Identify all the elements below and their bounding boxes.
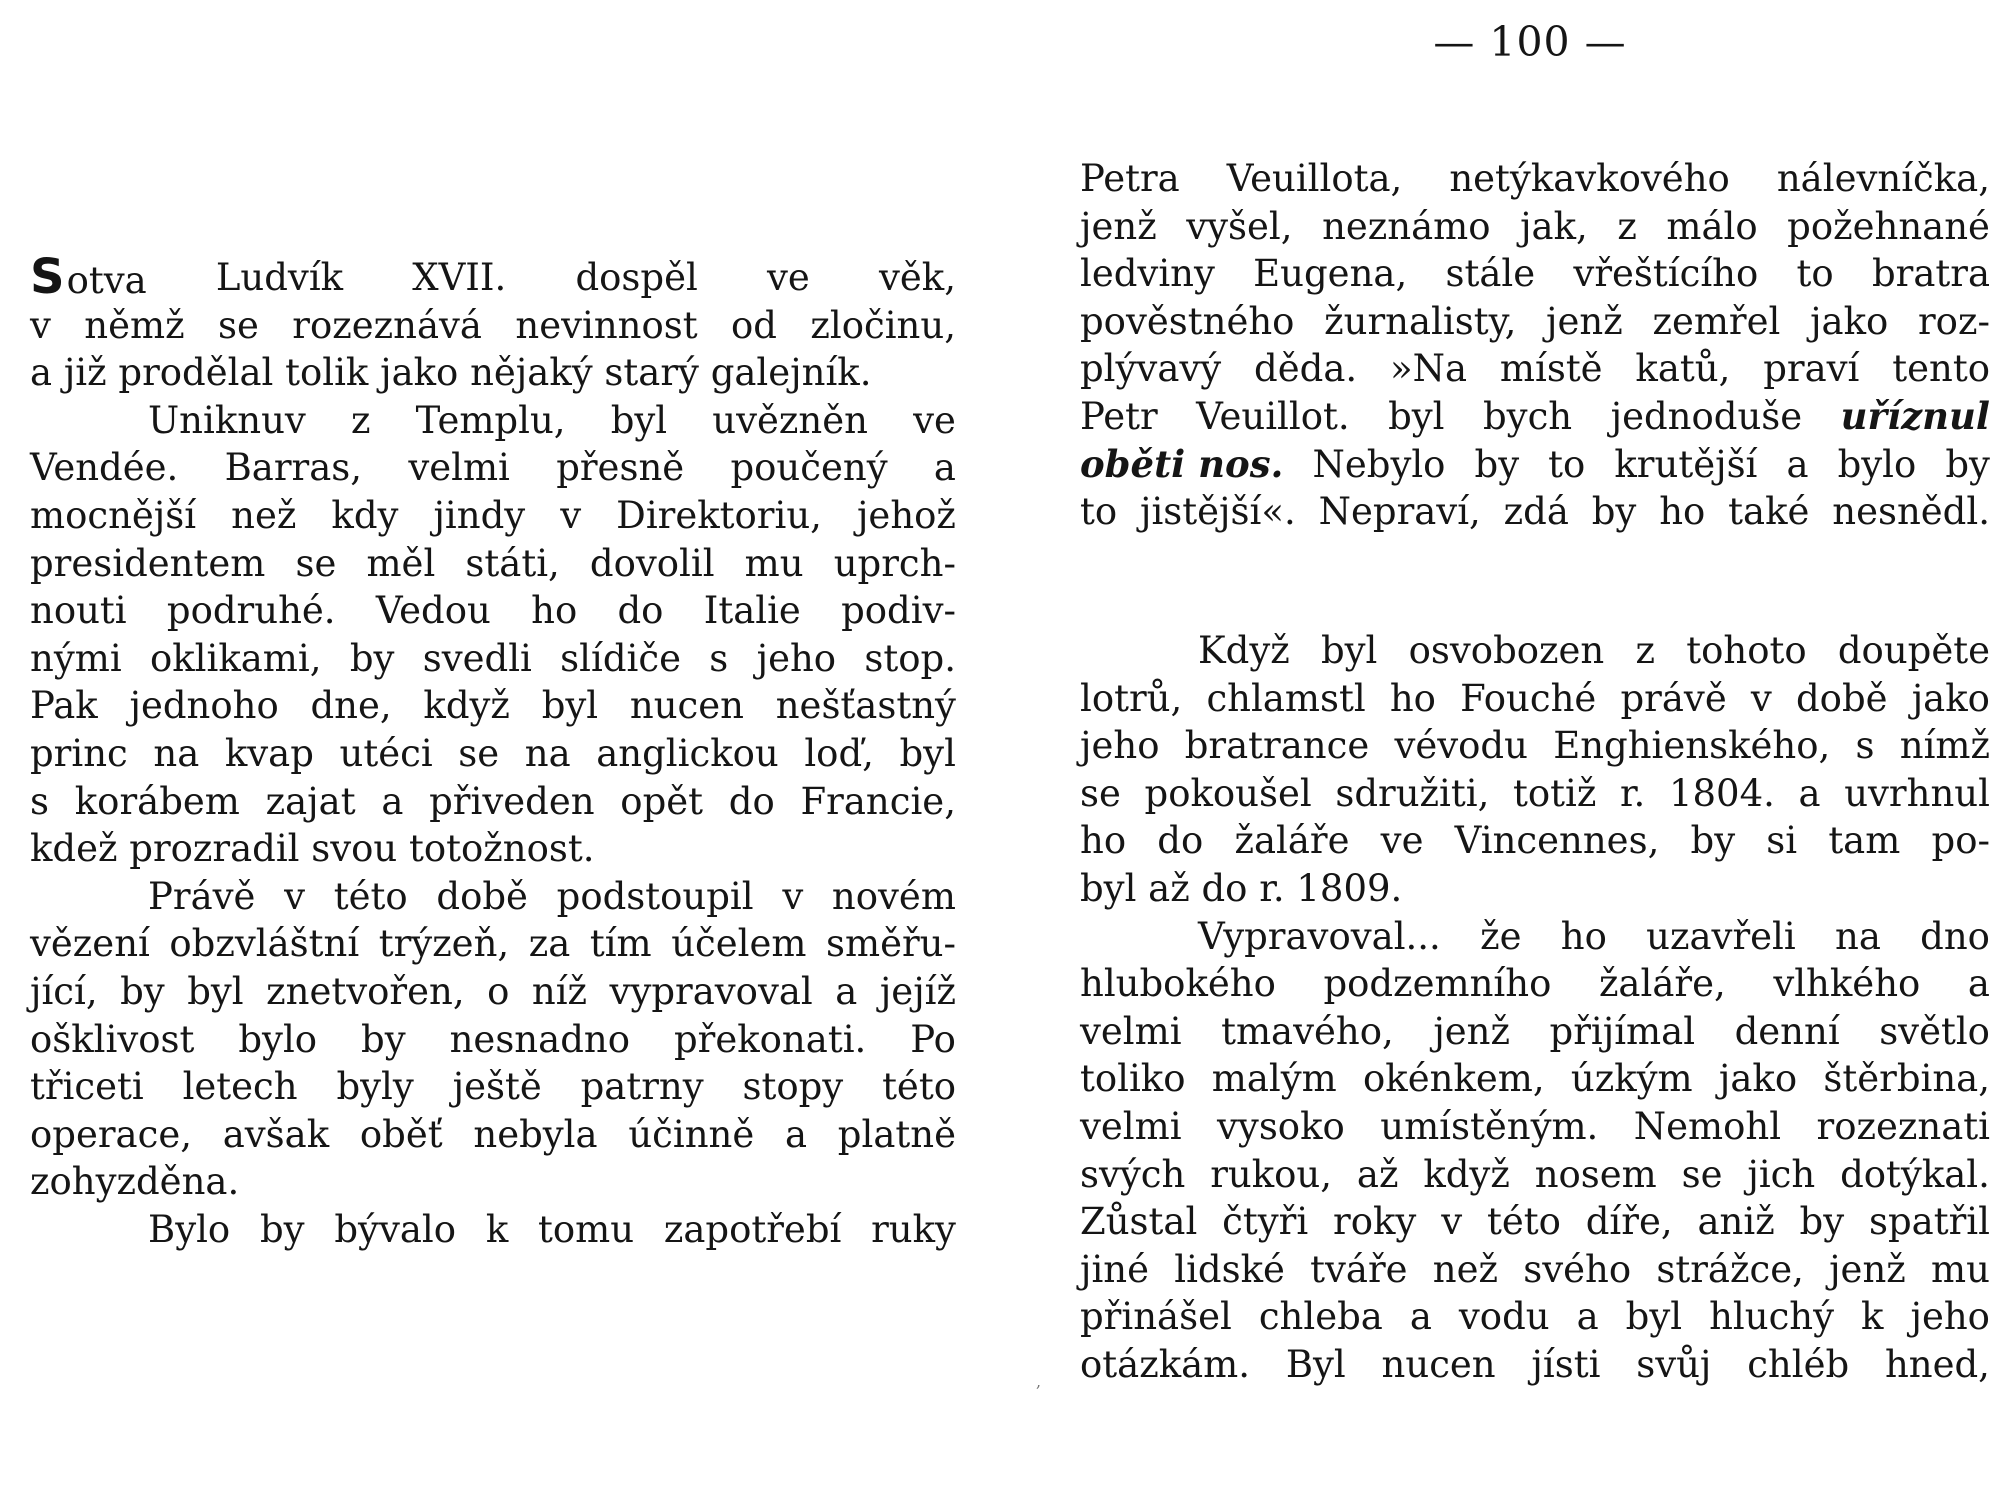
right-bottom-text-column xyxy=(1080,627,1990,1389)
text-line: pověstného žurnalisty, jenž zemřel jako roz- xyxy=(1080,299,1990,343)
text-line: nouti podruhé. Vedou ho do Italie podiv- xyxy=(30,589,956,633)
text-line: velmi tmavého, jenž přijímal denní světlo xyxy=(1080,1009,1990,1053)
text-line: ho do žaláře ve Vincennes, by si tam po- xyxy=(1080,819,1990,863)
dropcap-letter: S xyxy=(30,249,65,305)
text-line: S otva Ludvík XVII. dospěl ve věk, xyxy=(30,249,956,305)
text-line: presidentem se měl státi, dovolil mu uprch- xyxy=(30,541,956,585)
text-line: Bylo by bývalo k tomu zapotřebí ruky xyxy=(148,1207,956,1251)
text-line: hlubokého podzemního žaláře, vlhkého a xyxy=(1080,962,1990,1006)
text-line: zohyzděna. xyxy=(30,1160,240,1204)
text-line: jenž vyšel, neznámo jak, z málo požehnané xyxy=(1080,204,1990,248)
text-line: to jistější«. Nepraví, zdá by ho také nesnědl. xyxy=(1080,490,1990,534)
text-line: ledviny Eugena, stále vřeštícího to bratra xyxy=(1080,252,1990,296)
text-line: v němž se rozeznává nevinnost od zločinu, xyxy=(30,303,956,347)
text-line: s korábem zajat a přiveden opět do Francie, xyxy=(30,779,956,823)
text-line: vězení obzvláštní trýzeň, za tím účelem směřu- xyxy=(30,922,956,966)
text-line: třiceti letech byly ještě patrny stopy této xyxy=(30,1065,956,1109)
text-line: Pak jednoho dne, když byl nucen nešťastný xyxy=(30,684,956,728)
text-line: se pokoušel sdružiti, totiž r. 1804. a uvrhnul xyxy=(1080,771,1990,815)
page-number: — 100 — xyxy=(1433,18,1627,66)
text-line: operace, avšak oběť nebyla účinně a platně xyxy=(30,1112,956,1156)
margin-mark: , xyxy=(1036,1372,1042,1391)
text-line: kdež prozradil svou totožnost. xyxy=(30,827,595,871)
text-line: jiné lidské tváře než svého strážce, jenž mu xyxy=(1080,1247,1990,1291)
text-line: plývavý děda. »Na místě katů, praví tento xyxy=(1080,347,1990,391)
text-line: svých rukou, až když nosem se jich dotýkal. xyxy=(1080,1152,1990,1196)
text-line: toliko malým okénkem, úzkým jako štěrbina, xyxy=(1080,1057,1990,1101)
text-line: Vendée. Barras, velmi přesně poučený a xyxy=(30,446,956,490)
text-line: Vypravoval... že ho uzavřeli na dno xyxy=(1198,914,1990,958)
text-line: otázkám. Byl nucen jísti svůj chléb hned, xyxy=(1080,1342,1990,1386)
text-line: lotrů, chlamstl ho Fouché právě v době jako xyxy=(1080,676,1990,720)
text-line: velmi vysoko umístěným. Nemohl rozeznati xyxy=(1080,1104,1990,1148)
text-line: jící, by byl znetvořen, o níž vypravoval a jejíž xyxy=(30,969,956,1013)
text-line: princ na kvap utéci se na anglickou loď, byl xyxy=(30,731,956,775)
text-line: Zůstal čtyři roky v této díře, aniž by spatřil xyxy=(1080,1200,1990,1244)
text-line: Když byl osvobozen z tohoto doupěte xyxy=(1198,629,1990,672)
text-line: Petra Veuillota, netýkavkového nálevníčka, xyxy=(1080,157,1990,200)
text-line: mocnější než kdy jindy v Direktoriu, jehož xyxy=(30,493,956,537)
left-text-column xyxy=(30,249,956,1253)
text-line: nými oklikami, by svedli slídiče s jeho stop. xyxy=(30,636,956,680)
text-line: Uniknuv z Templu, byl uvězněn ve xyxy=(148,398,956,442)
text-line: ošklivost bylo by nesnadno překonati. Po xyxy=(30,1017,956,1061)
text-line: a již prodělal tolik jako nějaký starý galejník. xyxy=(30,351,872,395)
text-line: byl až do r. 1809. xyxy=(1080,866,1403,910)
text-line: Právě v této době podstoupil v novém xyxy=(148,874,956,918)
right-top-text-column xyxy=(1080,155,1990,536)
text-line: Petr Veuillot. byl bych jednoduše uříznul xyxy=(1080,393,1990,438)
text-line: jeho bratrance vévodu Enghienského, s nímž xyxy=(1080,724,1990,768)
text-line: oběti nos. Nebylo by to krutější a bylo by xyxy=(1080,441,1990,486)
text-line: přinášel chleba a vodu a byl hluchý k jeho xyxy=(1080,1295,1990,1339)
